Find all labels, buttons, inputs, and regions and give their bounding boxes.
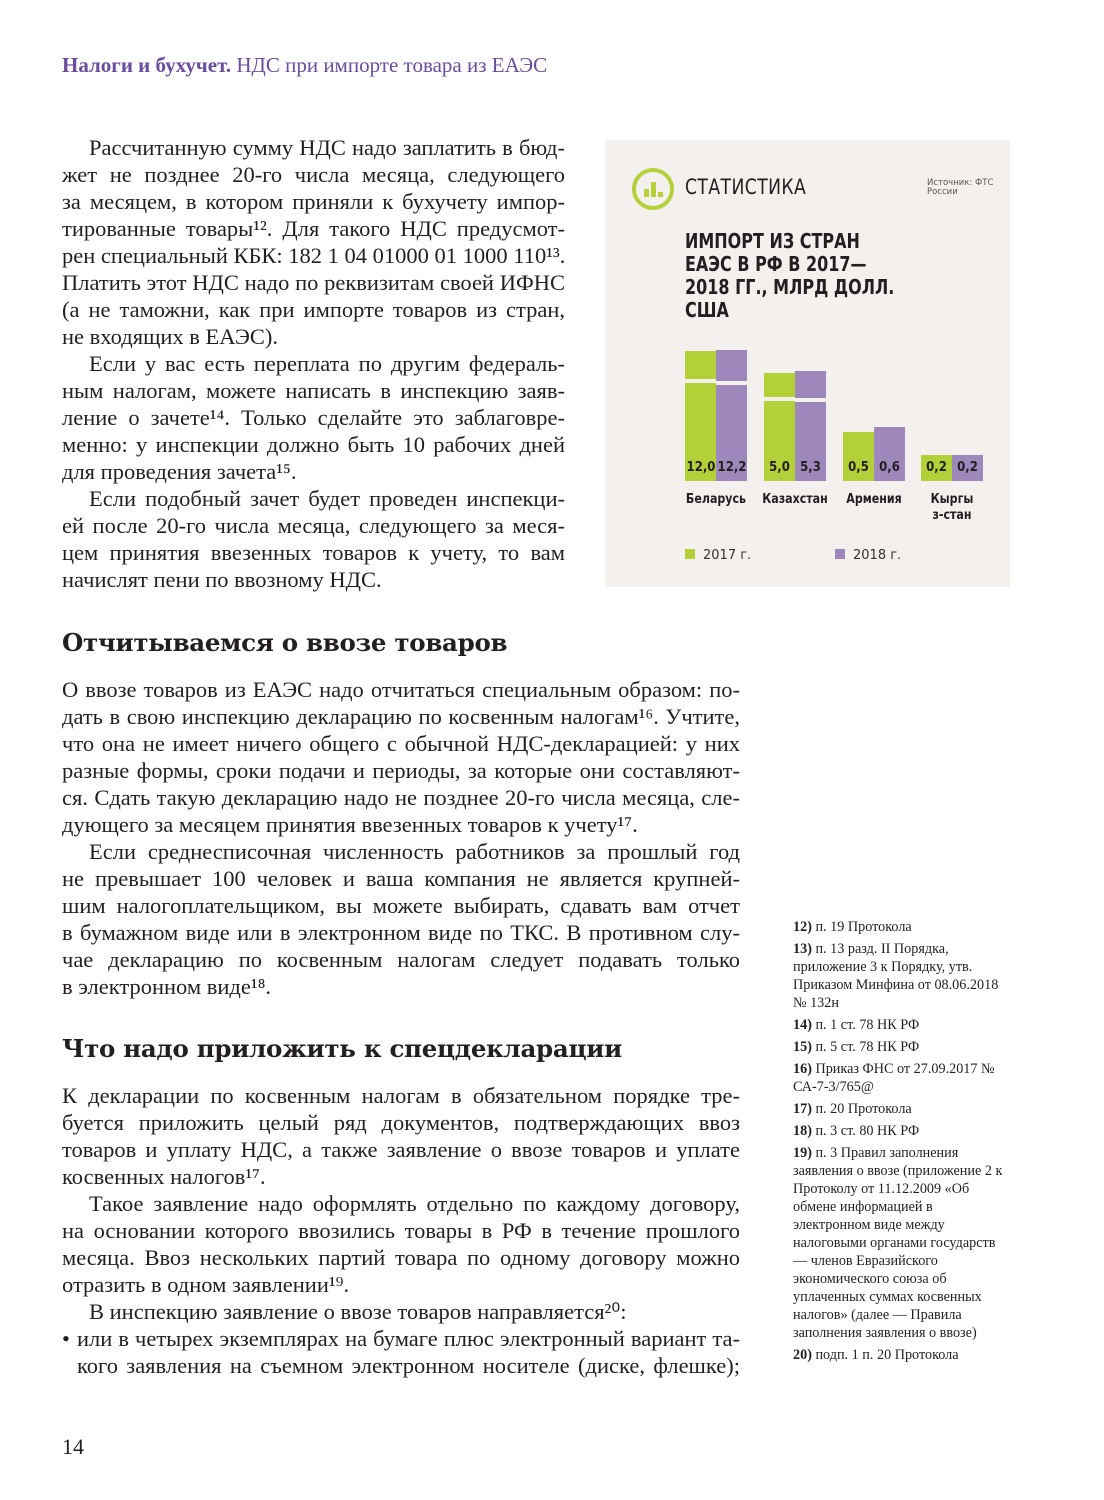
footnote-text: п. 1 ст. 78 НК РФ — [815, 1017, 920, 1033]
line-text: не входящих в ЕАЭС). — [62, 324, 278, 349]
footnote — [793, 1122, 1013, 1140]
footnote — [793, 1144, 1013, 1342]
text-line — [62, 161, 565, 188]
category-label: Кыргыз-стан — [930, 492, 974, 523]
line-text: разные формы, сроки подачи и периоды, за которые они составляют- — [62, 758, 740, 783]
text-line — [62, 676, 740, 703]
line-text: В инспекцию заявление о ввозе товаров направляется²⁰: — [89, 1299, 627, 1324]
category-label: Армения — [846, 492, 902, 507]
text-line — [62, 784, 740, 811]
intro-text — [62, 134, 565, 593]
footnote — [793, 1346, 1013, 1364]
footnote — [793, 1016, 1013, 1034]
text-line — [62, 946, 740, 973]
running-header — [62, 53, 547, 78]
axis-break — [685, 379, 716, 383]
legend-label: 2018 г. — [853, 548, 902, 563]
text-line — [62, 1109, 740, 1136]
footnote-text: п. 5 ст. 78 НК РФ — [815, 1039, 920, 1055]
footnote — [793, 918, 1013, 936]
line-text: рен специальный КБК: 182 1 04 01000 01 1000 110¹³. — [62, 243, 566, 268]
section1-heading: Отчитываемся о ввозе товаров — [62, 628, 508, 657]
line-text: буется приложить целый ряд документов, подтверждающих ввоз — [62, 1110, 740, 1135]
line-text: ся. Сдать такую декларацию надо не позднее 20-го числа месяца, сле- — [62, 785, 740, 810]
footnote-number: 13) — [793, 941, 812, 957]
line-text: ление о зачете¹⁴. Только сделайте это заблаговре- — [62, 405, 565, 430]
line-text: косвенных налогов¹⁷. — [62, 1164, 266, 1189]
section2-heading: Что надо приложить к спецдекларации — [62, 1034, 622, 1063]
footnote-number: 14) — [793, 1017, 812, 1033]
section1-text — [62, 676, 740, 1000]
legend-item — [685, 548, 751, 563]
line-text: Такое заявление надо оформлять отдельно по каждому договору, — [89, 1191, 740, 1216]
text-line — [62, 404, 565, 431]
section-name: Налоги и бухучет. — [62, 53, 232, 77]
line-text: Рассчитанную сумму НДС надо заплатить в бюд- — [89, 135, 565, 160]
data-label: 0,2 — [926, 460, 947, 475]
line-text: менно: у инспекции должно быть 10 рабочих дней — [62, 432, 565, 457]
line-text: Если подобный зачет будет проведен инспекци- — [89, 486, 565, 511]
chart-label: СТАТИСТИКА — [685, 175, 807, 199]
footnote-text: п. 3 Правил заполнения заявления о ввозе (приложение 2 к Протоколу от 11.12.2009 «Об обмене информацией в электронном виде между налоговыми органами государств — членов Евразийского экономического союза об уплаченных суммах косвенных налогов» (далее — Правила заполнения заявления о ввозе) — [793, 1145, 1003, 1341]
footnote-text: Приказ ФНС от 27.09.2017 № СА-7-3/765@ — [793, 1061, 995, 1095]
text-line — [62, 323, 565, 350]
article-title: НДС при импорте товара из ЕАЭС — [236, 53, 548, 77]
data-label: 12,2 — [717, 460, 747, 475]
line-text: товаров и уплату НДС, а также заявление о ввозе товаров и уплате — [62, 1137, 740, 1162]
legend-label: 2017 г. — [703, 548, 752, 563]
footnote — [793, 1060, 1013, 1096]
line-text: за месяцем, в котором приняли к бухучету импор- — [62, 189, 565, 214]
legend-swatch — [685, 549, 695, 559]
text-line — [62, 458, 565, 485]
text-line — [62, 703, 740, 730]
footnote-number: 15) — [793, 1039, 812, 1055]
text-line — [62, 811, 740, 838]
line-text: в электронном виде¹⁸. — [62, 974, 272, 999]
text-line — [62, 730, 740, 757]
line-text: жет не позднее 20-го числа месяца, следующего — [62, 162, 565, 187]
footnote-text: подп. 1 п. 20 Протокола — [815, 1347, 959, 1363]
text-line — [62, 1298, 740, 1325]
data-label: 12,0 — [686, 460, 716, 475]
statistics-chart — [605, 140, 1010, 587]
footnote — [793, 940, 1013, 1012]
line-text: О ввозе товаров из ЕАЭС надо отчитаться специальным образом: по- — [62, 677, 740, 702]
line-text: Если среднесписочная численность работников за прошлый год — [89, 839, 740, 864]
line-text: для проведения зачета¹⁵. — [62, 459, 297, 484]
line-text: отразить в одном заявлении¹⁹. — [62, 1272, 350, 1297]
line-text: цем принятия ввезенных товаров к учету, то вам — [62, 540, 565, 565]
footnote-number: 17) — [793, 1101, 812, 1117]
text-line — [62, 134, 565, 161]
line-text: месяца. Ввоз нескольких партий товара по одному договору можно — [62, 1245, 740, 1270]
footnote-number: 20) — [793, 1347, 812, 1363]
section2-text — [62, 1082, 740, 1379]
line-text: кого заявления на съемном электронном носителе (диске, флешке); — [77, 1353, 740, 1378]
footnote-number: 18) — [793, 1123, 812, 1139]
data-label: 0,2 — [957, 460, 978, 475]
legend-swatch — [835, 549, 845, 559]
line-text: в бумажном виде или в электронном виде по ТКС. В противном слу- — [62, 920, 740, 945]
data-label: 5,3 — [800, 460, 821, 475]
bullet-icon: • — [62, 1326, 70, 1351]
text-line — [62, 431, 565, 458]
text-line — [62, 485, 565, 512]
text-line — [62, 377, 565, 404]
text-line — [62, 242, 565, 269]
text-line — [62, 757, 740, 784]
data-label: 0,6 — [879, 460, 900, 475]
footnotes — [793, 918, 1013, 1368]
text-line — [62, 865, 740, 892]
text-line — [62, 1190, 740, 1217]
text-line — [62, 838, 740, 865]
line-text: дующего за месяцем принятия ввезенных товаров к учету¹⁷. — [62, 812, 638, 837]
line-text: начислят пени по ввозному НДС. — [62, 567, 382, 592]
line-text: тированные товары¹². Для такого НДС предусмот- — [62, 216, 565, 241]
line-text: или в четырех экземплярах на бумаге плюс электронный вариант та- — [77, 1326, 740, 1351]
axis-break — [716, 381, 747, 385]
text-line — [62, 1082, 740, 1109]
text-line — [62, 539, 565, 566]
text-line — [62, 919, 740, 946]
text-line — [62, 215, 565, 242]
text-line — [62, 1325, 740, 1352]
footnote — [793, 1100, 1013, 1118]
chart-source: Источник: ФТС России — [927, 178, 994, 197]
footnote-text: п. 13 разд. II Порядка, приложение 3 к Порядку, утв. Приказом Минфина от 08.06.2018 № 132н — [793, 941, 999, 1011]
line-text: чае декларацию по косвенным налогам следует подавать только — [62, 947, 740, 972]
footnote-text: п. 3 ст. 80 НК РФ — [815, 1123, 920, 1139]
text-line — [62, 296, 565, 323]
text-line — [62, 566, 565, 593]
line-text: Платить этот НДС надо по реквизитам своей ИФНС — [62, 270, 565, 295]
line-text: К декларации по косвенным налогам в обязательном порядке тре- — [62, 1083, 740, 1108]
axis-break — [764, 397, 795, 401]
footnote-number: 19) — [793, 1145, 812, 1161]
line-text: шим налогоплательщиком, вы можете выбирать, сдавать вам отчет — [62, 893, 740, 918]
line-text: что она не имеет ничего общего с обычной НДС-декларацией: у них — [62, 731, 740, 756]
axis-break — [795, 398, 826, 402]
line-text: Если у вас есть переплата по другим федераль- — [89, 351, 565, 376]
data-label: 5,0 — [769, 460, 790, 475]
legend-item — [835, 548, 901, 563]
line-text: ей после 20-го числа месяца, следующего за меся- — [62, 513, 565, 538]
page-number: 14 — [62, 1434, 84, 1459]
footnote-text: п. 20 Протокола — [815, 1101, 912, 1117]
footnote-number: 16) — [793, 1061, 812, 1077]
footnote — [793, 1038, 1013, 1056]
text-line — [62, 1136, 740, 1163]
chart-title: ИМПОРТ ИЗ СТРАН ЕАЭС В РФ В 2017—2018 ГГ., МЛРД ДОЛЛ. США — [685, 229, 895, 322]
text-line — [62, 1352, 740, 1379]
bar-chart-icon — [632, 168, 674, 210]
footnote-text: п. 19 Протокола — [815, 919, 912, 935]
line-text: (а не таможни, как при импорте товаров из стран, — [62, 297, 565, 322]
text-line — [62, 1217, 740, 1244]
line-text: дать в свою инспекцию декларацию по косвенным налогам¹⁶. Учтите, — [62, 704, 740, 729]
text-line — [62, 1271, 740, 1298]
footnote-number: 12) — [793, 919, 812, 935]
data-label: 0,5 — [848, 460, 869, 475]
line-text: на основании которого ввозились товары в РФ в течение прошлого — [62, 1218, 740, 1243]
text-line — [62, 269, 565, 296]
text-line — [62, 973, 740, 1000]
text-line — [62, 512, 565, 539]
text-line — [62, 188, 565, 215]
category-label: Беларусь — [685, 492, 747, 507]
text-line — [62, 350, 565, 377]
category-label: Казахстан — [762, 492, 828, 507]
text-line — [62, 1163, 740, 1190]
line-text: не превышает 100 человек и ваша компания не является крупней- — [62, 866, 740, 891]
text-line — [62, 892, 740, 919]
line-text: ным налогам, можете написать в инспекцию заяв- — [62, 378, 565, 403]
text-line — [62, 1244, 740, 1271]
